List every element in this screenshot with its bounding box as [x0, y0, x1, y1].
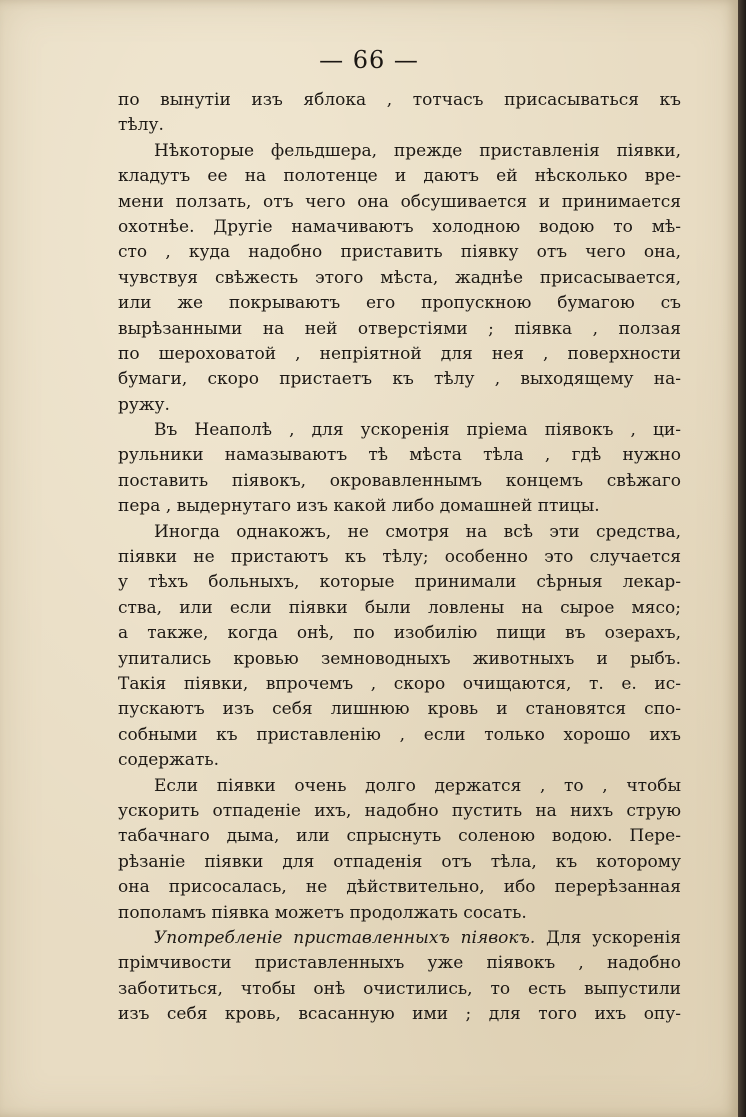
- italic-section-heading: Употребленіе приставленныхъ піявокъ.: [154, 927, 536, 948]
- text-line: по шероховатой , непріятной для нея , поверхности: [118, 343, 681, 364]
- page-number: — 66 —: [319, 46, 419, 74]
- text-line: тѣлу.: [118, 115, 164, 136]
- text-line: Въ Неаполѣ , для ускоренія пріема піявокъ , ци-: [154, 420, 681, 441]
- text-line: изъ себя кровь, всасанную ими ; для того ихъ опу-: [118, 1004, 681, 1025]
- text-line: содержать.: [118, 750, 220, 771]
- text-line: ства, или если піявки были ловлены на сырое мясо;: [118, 597, 681, 618]
- text-line: поставить піявокъ, окровавленнымъ концемъ свѣжаго: [118, 470, 681, 491]
- text-line: вырѣзанными на ней отверстіями ; піявка , ползая: [118, 318, 681, 339]
- text-line: сто , куда надобно приставить піявку отъ чего она,: [118, 242, 681, 263]
- text-line: по вынутіи изъ яблока , тотчасъ присасываться къ: [118, 90, 681, 110]
- text-line: бумаги, скоро пристаетъ къ тѣлу , выходящему на-: [118, 369, 681, 390]
- text-line: пера , выдернутаго изъ какой либо домашней птицы.: [118, 496, 600, 517]
- text-line: или же покрываютъ его пропускною бумагою съ: [118, 293, 681, 314]
- text-line: Иногда однакожъ, не смотря на всѣ эти средства,: [154, 521, 681, 542]
- text-line: кладутъ ее на полотенце и даютъ ей нѣсколько вре-: [118, 166, 681, 187]
- text-line: она присосалась, не дѣйствительно, ибо перерѣзанная: [118, 877, 681, 898]
- text-line: рѣзаніе піявки для отпаденія отъ тѣла, къ которому: [118, 851, 681, 872]
- text-line: Нѣкоторые фельдшера, прежде приставленія піявки,: [154, 140, 681, 161]
- page-body-text: [118, 88, 681, 1027]
- text-line: табачнаго дыма, или спрыснуть соленою водою. Пере-: [118, 826, 681, 847]
- text-line: собными къ приставленію , если только хорошо ихъ: [118, 724, 681, 745]
- text-line: упитались кровью земноводныхъ животныхъ и рыбъ.: [118, 648, 681, 669]
- text-line: а также, когда онѣ, по изобилію пищи въ озерахъ,: [118, 623, 681, 644]
- text-line: Такія піявки, впрочемъ , скоро очищаются, т. е. ис-: [118, 673, 681, 694]
- text-line: прімчивости приставленныхъ уже піявокъ , надобно: [118, 953, 681, 974]
- text-line: пополамъ піявка можетъ продолжать сосать.: [118, 902, 527, 923]
- text-line: у тѣхъ больныхъ, которые принимали сѣрныя лекар-: [118, 572, 681, 593]
- text-line: чувствуя свѣжесть этого мѣста, жаднѣе присасывается,: [118, 267, 681, 288]
- text-line: охотнѣе. Другіе намачиваютъ холодною водою то мѣ-: [118, 216, 681, 237]
- text-line: пускаютъ изъ себя лишнюю кровь и становятся спо-: [118, 699, 681, 720]
- book-binding-edge: [738, 0, 746, 1117]
- heading-line-rest: Для ускоренія: [546, 927, 681, 948]
- text-line-italic-heading: [118, 926, 681, 951]
- text-line: заботиться, чтобы онѣ очистились, то есть выпустили: [118, 978, 681, 999]
- text-line: ружу.: [118, 394, 170, 415]
- text-line: рульники намазываютъ тѣ мѣста тѣла , гдѣ нужно: [118, 445, 681, 466]
- text-line: піявки не пристаютъ къ тѣлу; особенно это случается: [118, 547, 681, 568]
- text-line: Если піявки очень долго держатся , то , чтобы: [154, 775, 681, 796]
- text-line: ускорить отпаденіе ихъ, надобно пустить на нихъ струю: [118, 800, 681, 821]
- text-line: мени ползать, отъ чего она обсушивается и принимается: [118, 191, 681, 212]
